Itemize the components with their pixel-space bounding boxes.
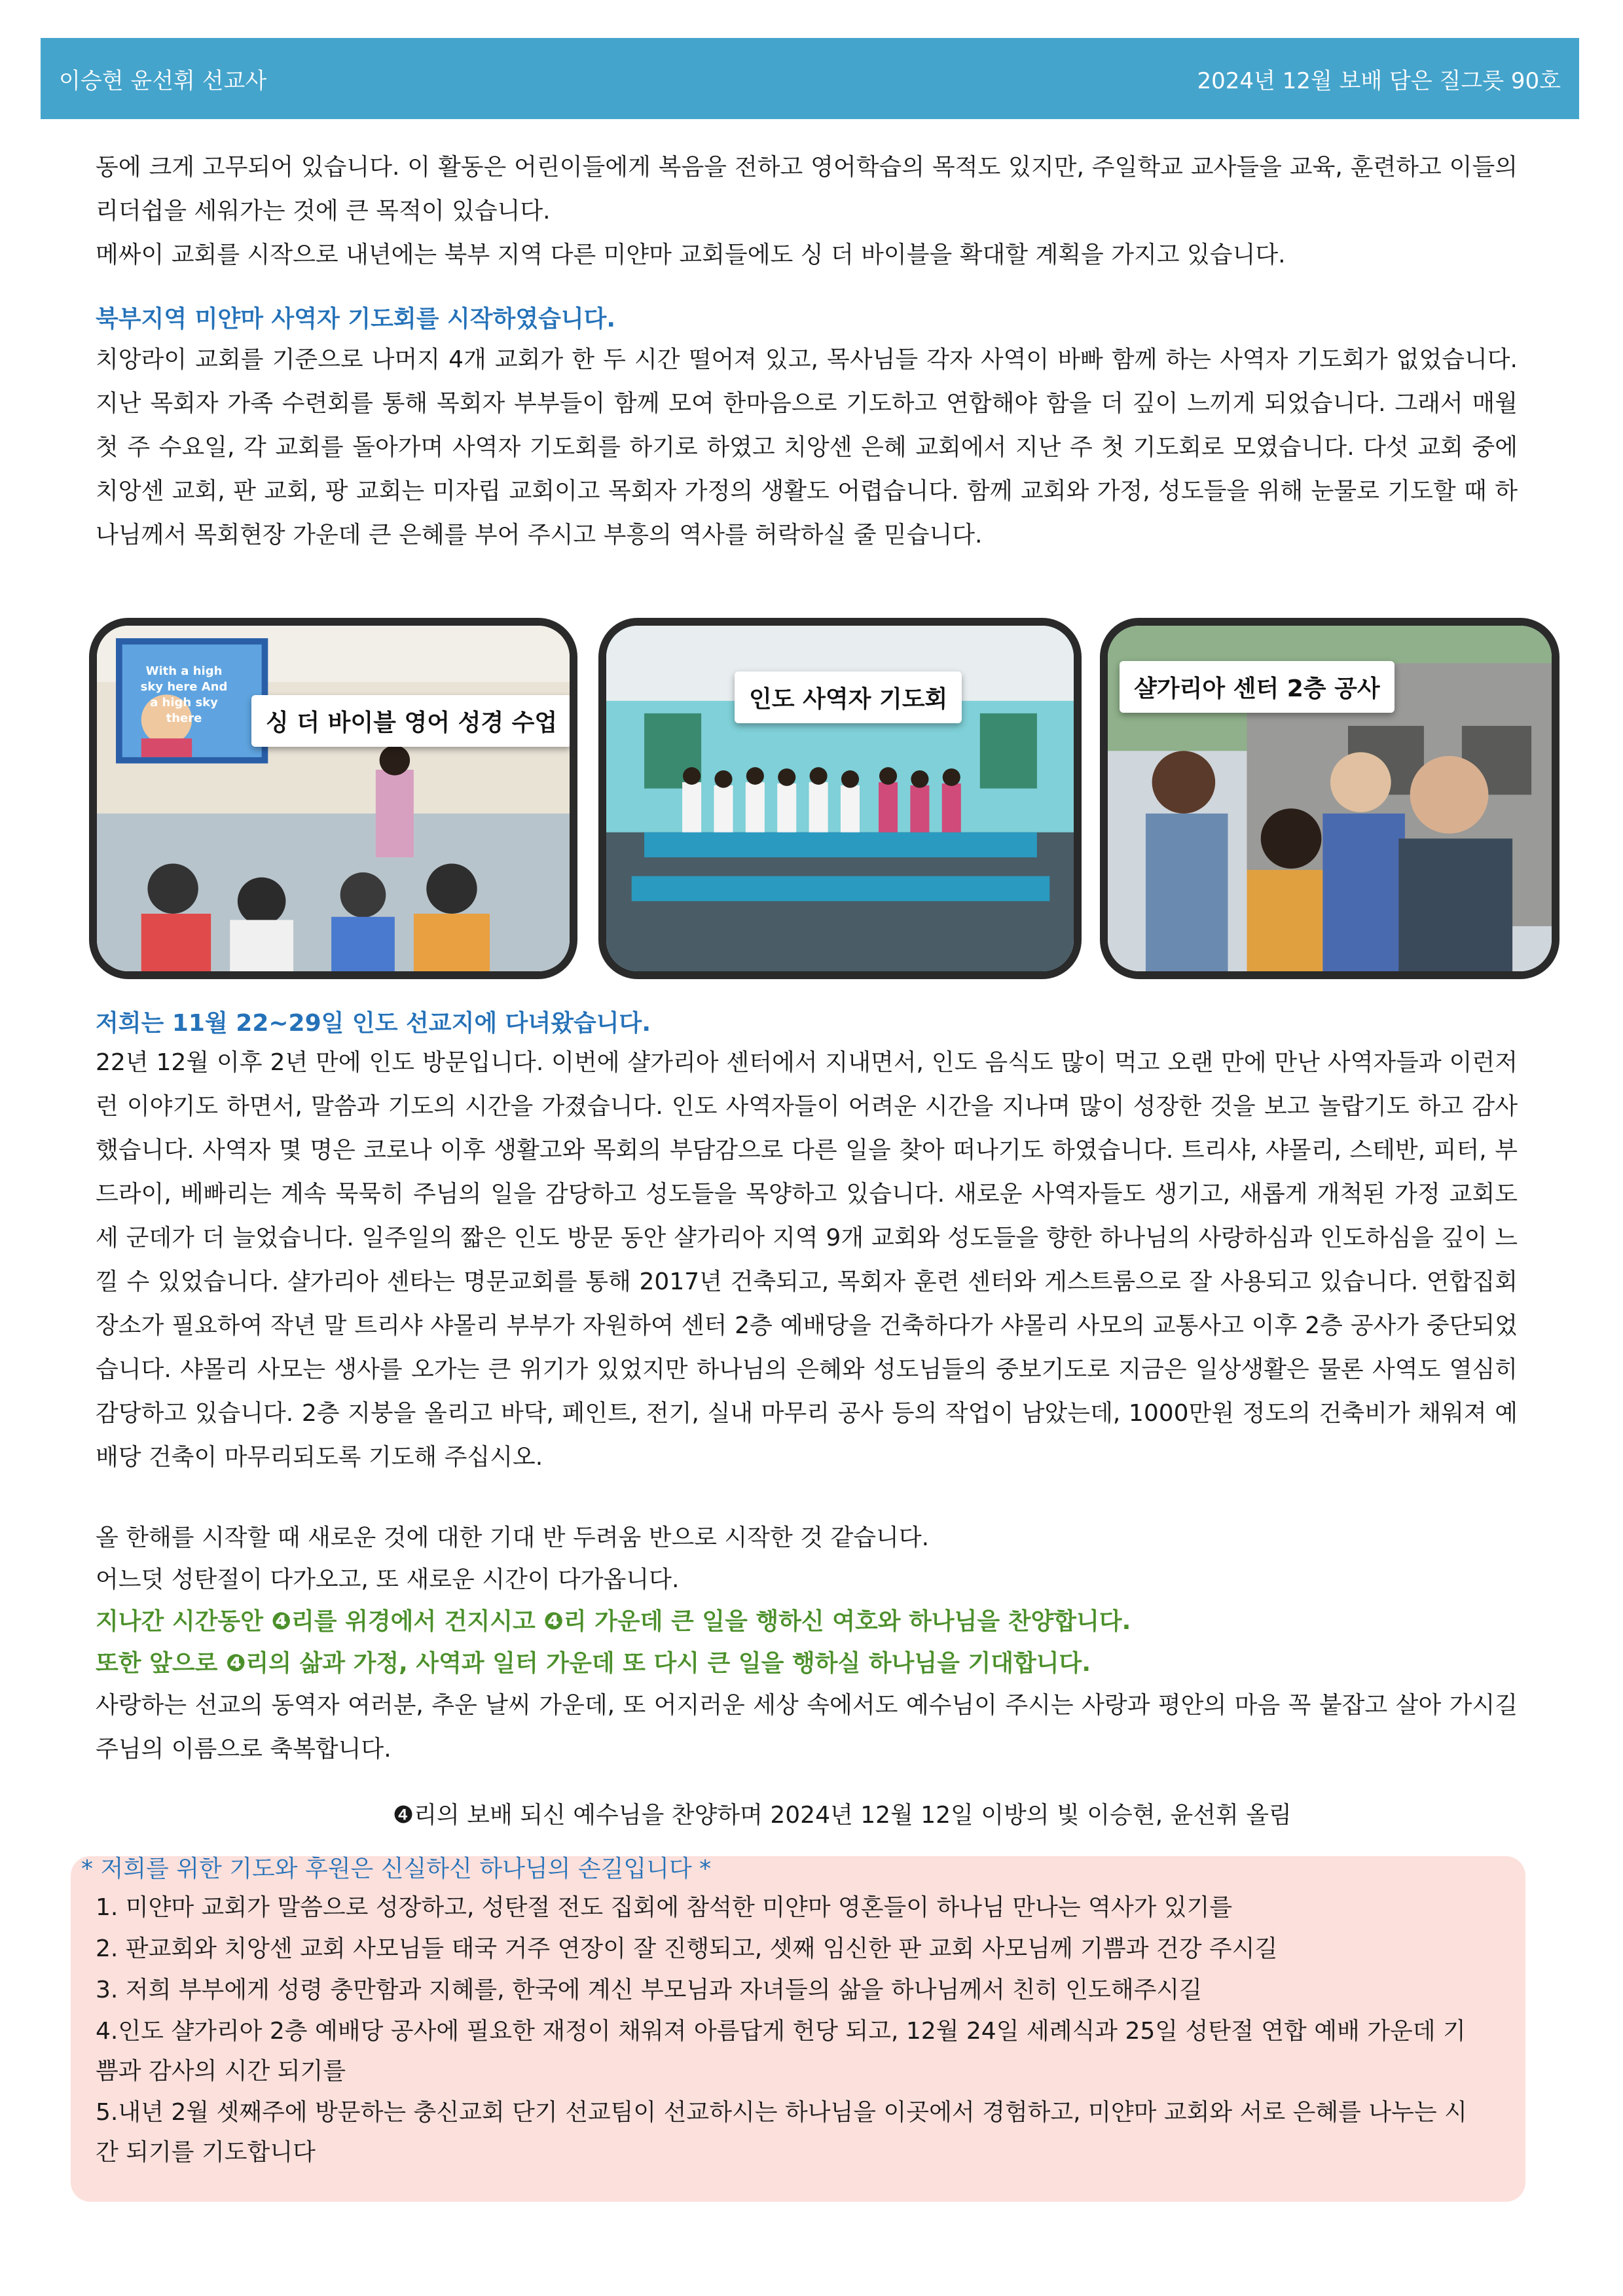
photo-caption-english-class: 싱 더 바이블 영어 성경 수업 <box>251 695 572 747</box>
intro-paragraph-1: 동에 크게 고무되어 있습니다. 이 활동은 어린이들에게 복음을 전하고 영어학습의 목적도 있지만, 주일학교 교사들을 교육, 훈련하고 이들의 리더쉽을 세워가는 것에 큰 목적이 있습니다. <box>96 154 1518 224</box>
prayer-item: 5.내년 2월 셋째주에 방문하는 충신교회 단기 선교팀이 선교하시는 하나님을 이곳에서 경험하고, 미얀마 교회와 서로 은혜를 나누는 시간 되기를 기도합니다 <box>96 2099 1467 2166</box>
screen-lyrics-text: With a high sky here And a high sky there <box>140 664 228 725</box>
prayer-item: 3. 저희 부부에게 성령 충만함과 지혜를, 한국에 계신 부모님과 자녀들의 삶을 하나님께서 친히 인도해주시길 <box>96 1977 1202 2003</box>
closing-expectation-line: 또한 앞으로 ❹리의 삶과 가정, 사역과 일터 가운데 또 다시 큰 일을 행하실 하나님을 기대합니다. <box>96 1650 1091 1677</box>
prayer-item: 1. 미얀마 교회가 말씀으로 성장하고, 성탄절 전도 집회에 참석한 미얀마 영혼들이 하나님 만나는 역사가 있기를 <box>96 1894 1233 1921</box>
signature-line: ❹리의 보배 되신 예수님을 찬양하며 2024년 12월 12일 이방의 빛 이승현, 윤선휘 올림 <box>393 1802 1292 1829</box>
prayer-request-title: * 저희를 위한 기도와 후원은 신실하신 하나님의 손길입니다 * <box>81 1856 712 1882</box>
prayer-item: 2. 판교회와 치앙센 교회 사모님들 태국 거주 연장이 잘 진행되고, 셋째 임신한 판 교회 사모님께 기쁨과 건강 주시길 <box>96 1935 1278 1962</box>
photo-center-construction <box>1100 618 1559 979</box>
prayer-request-list <box>96 1888 1484 2174</box>
header-missionary-names: 이승현 윤선휘 선교사 <box>59 67 267 94</box>
closing-line-2: 어느덧 성탄절이 다가오고, 또 새로운 시간이 다가옵니다. <box>96 1566 680 1593</box>
section-text-india-trip: 22년 12월 이후 2년 만에 인도 방문입니다. 이번에 샬가리아 센터에서 지내면서, 인도 음식도 많이 먹고 오랜 만에 만난 사역자들과 이런저런 이야기도 하면서, 말씀과 기도의 시간을 가졌습니다. 인도 사역자들이 어려운 시간을 지나며 많이 성장한 것을 보고 놀랍기도 하고 감사했습니다. 사역자 몇 명은 코로나 이후 생활고와 목회의 부담감으로 다른 일을 찾아 떠나기도 하였습니다. 트리샤, 샤몰리, 스테반, 피터, 부드라이, 베빠리는 계속 묵묵히 주님의 일을 감당하고 성도들을 목양하고 있습니다. 새로운 사역자들도 생기고, 새롭게 개척된 가정 교회도 세 군데가 더 늘었습니다. 일주일의 짧은 인도 방문 동안 샬가리아 지역 9개 교회와 성도들을 향한 하나님의 사랑하심과 인도하심을 깊이 느낄 수 있었습니다. 샬가리아 센타는 명문교회를 통해 2017년 건축되고, 목회자 훈련 센터와 게스트룸으로 잘 사용되고 있습니다. 연합집회 장소가 필요하여 작년 말 트리샤 샤몰리 부부가 자원하여 센터 2층 예배당을 건축하다가 샤몰리 사모의 교통사고 이후 2층 공사가 중단되었습니다. 샤몰리 사모는 생사를 오가는 큰 위기가 있었지만 하나님의 은혜와 성도님들의 중보기도로 지금은 일상생활은 물론 사역도 열심히 감당하고 있습니다. 2층 지붕을 올리고 바닥, 페인트, 전기, 실내 마무리 공사 등의 작업이 남았는데, 1000만원 정도의 건축비가 채워져 예배당 건축이 마무리되도록 기도해 주십시오. <box>96 1049 1518 1471</box>
photo-caption-india-prayer: 인도 사역자 기도회 <box>735 672 962 723</box>
page-header <box>41 38 1579 119</box>
prayer-item: 4.인도 샬가리아 2층 예배당 공사에 필요한 재정이 채워져 아름답게 헌당 되고, 12월 24일 세례식과 25일 성탄절 연합 예배 가운데 기쁨과 감사의 시간 되기를 <box>96 2018 1466 2085</box>
photo-caption-construction: 샬가리아 센터 2층 공사 <box>1120 661 1395 713</box>
header-issue-info: 2024년 12월 보배 담은 질그릇 90호 <box>1197 67 1561 94</box>
section-heading-prayer-meeting: 북부지역 미얀마 사역자 기도회를 시작하였습니다. <box>96 306 616 332</box>
closing-line-1: 올 한해를 시작할 때 새로운 것에 대한 기대 반 두려움 반으로 시작한 것 같습니다. <box>96 1524 930 1551</box>
closing-praise-line: 지나간 시간동안 ❹리를 위경에서 건지시고 ❹리 가운데 큰 일을 행하신 여호와 하나님을 찬양합니다. <box>96 1608 1131 1635</box>
photo-india-prayer-meeting <box>598 618 1082 979</box>
intro-paragraph-2: 메싸이 교회를 시작으로 내년에는 북부 지역 다른 미얀마 교회들에도 싱 더 바이블을 확대할 계획을 가지고 있습니다. <box>96 242 1286 268</box>
closing-blessing: 사랑하는 선교의 동역자 여러분, 추운 날씨 가운데, 또 어지러운 세상 속에서도 예수님이 주시는 사랑과 평안의 마음 꼭 붙잡고 살아 가시길 주님의 이름으로 축복합니다. <box>96 1692 1518 1763</box>
section-heading-india-trip: 저희는 11월 22~29일 인도 선교지에 다녀왔습니다. <box>96 1010 651 1037</box>
section-text-prayer-meeting: 치앙라이 교회를 기준으로 나머지 4개 교회가 한 두 시간 떨어져 있고, 목사님들 각자 사역이 바빠 함께 하는 사역자 기도회가 없었습니다. 지난 목회자 가족 수련회를 통해 목회자 부부들이 함께 모여 한마음으로 기도하고 연합해야 함을 더 깊이 느끼게 되었습니다. 그래서 매월 첫 주 수요일, 각 교회를 돌아가며 사역자 기도회를 하기로 하였고 치앙센 은혜 교회에서 지난 주 첫 기도회로 모였습니다. 다섯 교회 중에 치앙센 교회, 판 교회, 팡 교회는 미자립 교회이고 목회자 가정의 생활도 어렵습니다. 함께 교회와 가정, 성도들을 위해 눈물로 기도할 때 하나님께서 목회현장 가운데 큰 은혜를 부어 주시고 부흥의 역사를 허락하실 줄 믿습니다. <box>96 346 1518 548</box>
photo-english-bible-class <box>89 618 577 979</box>
